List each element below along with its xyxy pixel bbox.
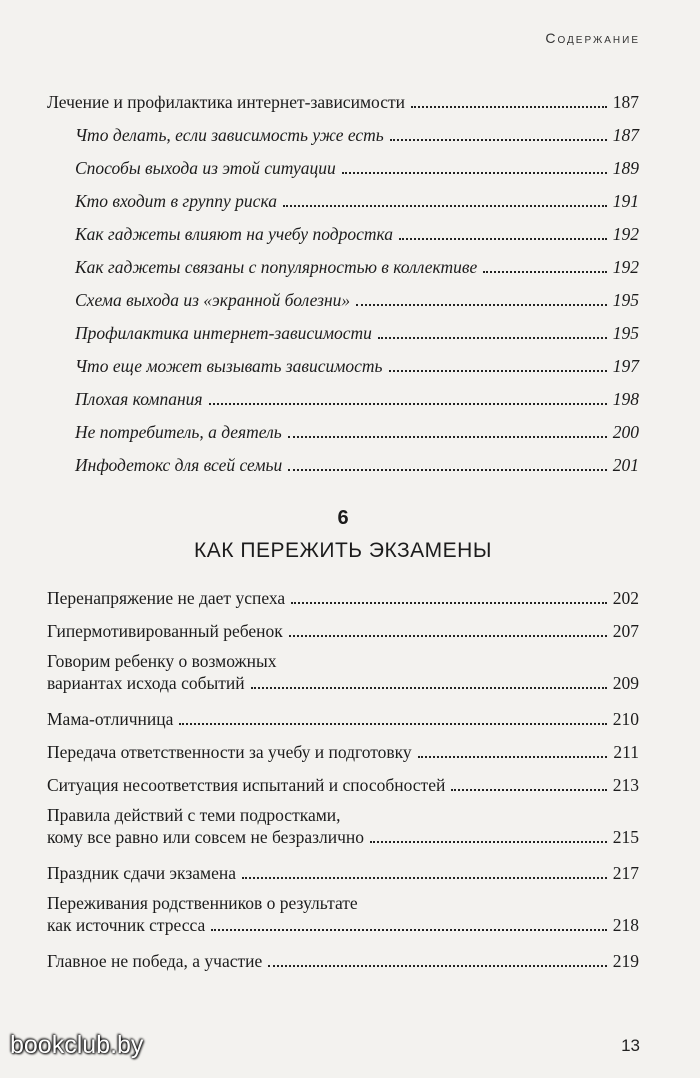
- dot-leader: [370, 841, 607, 843]
- toc-entry-page: 192: [612, 224, 639, 244]
- toc-entry-title: Перенапряжение не дает успеха: [47, 588, 286, 608]
- dot-leader: [288, 436, 607, 438]
- toc-entry: [47, 945, 639, 978]
- toc-subentry: [47, 416, 639, 449]
- dot-leader: [356, 304, 607, 306]
- toc-entry-page: 207: [612, 621, 639, 641]
- toc-entry-page: 217: [612, 863, 639, 883]
- toc-entry-title: как источник стресса: [47, 915, 206, 935]
- toc-entry-page: 198: [612, 389, 639, 409]
- toc-subentry: [47, 251, 639, 284]
- dot-leader: [389, 370, 607, 372]
- toc-subentry: [47, 152, 639, 185]
- toc-entry-page: 200: [612, 422, 639, 442]
- toc-entry-title: Схема выхода из «экранной болезни»: [75, 290, 351, 310]
- toc-entry: [47, 769, 639, 802]
- dot-leader: [283, 205, 607, 207]
- toc-entry-title: Кто входит в группу риска: [75, 191, 277, 211]
- toc-entry-title: Плохая компания: [75, 389, 203, 409]
- toc-entry-page: 213: [612, 775, 639, 795]
- toc-entry: [47, 890, 639, 945]
- dot-leader: [242, 877, 607, 879]
- toc-entry: [47, 615, 639, 648]
- toc-entry-title: Что еще может вызывать зависимость: [75, 356, 383, 376]
- toc-subentry: [47, 119, 639, 152]
- toc-entry: [47, 736, 639, 769]
- toc-subentry: [47, 185, 639, 218]
- dot-leader: [209, 403, 607, 405]
- dot-leader: [399, 238, 607, 240]
- toc-entry: [47, 703, 639, 736]
- toc-subentries: [47, 119, 639, 482]
- toc-entry-title: Что делать, если зависимость уже есть: [75, 125, 384, 145]
- toc-entry-title: Инфодетокс для всей семьи: [75, 455, 283, 475]
- running-header: Содержание: [545, 30, 640, 46]
- toc-entry-title: Главное не победа, а участие: [47, 951, 263, 971]
- toc-subentry: [47, 218, 639, 251]
- toc-entry-page: 215: [612, 827, 639, 847]
- toc-entry: [47, 802, 639, 857]
- dot-leader: [390, 139, 607, 141]
- toc-entry: [47, 582, 639, 615]
- toc-entry-page: 201: [612, 455, 639, 475]
- toc-entry-title: Способы выхода из этой ситуации: [75, 158, 336, 178]
- toc-subentry: [47, 449, 639, 482]
- toc-entry-title: Мама-отличница: [47, 709, 174, 729]
- dot-leader: [378, 337, 607, 339]
- toc-entry-title: Праздник сдачи экзамена: [47, 863, 236, 883]
- dot-leader: [411, 106, 607, 108]
- toc-entry-page: 219: [612, 951, 639, 971]
- dot-leader: [268, 965, 606, 967]
- page-number: 13: [621, 1036, 640, 1055]
- toc-entry-title: Гипермотивированный ребенок: [47, 621, 283, 641]
- toc-entry: [47, 857, 639, 890]
- toc-entry-title: Не потребитель, а деятель: [75, 422, 282, 442]
- dot-leader: [179, 723, 606, 725]
- toc-subentry: [47, 284, 639, 317]
- toc-entry-title: вариантах исхода событий: [47, 673, 245, 693]
- toc-entry-title: Профилактика интернет-зависимости: [75, 323, 372, 343]
- toc-subentry: [47, 317, 639, 350]
- toc-entry-page: 211: [613, 742, 639, 762]
- toc-entry-title-line1: Говорим ребенку о возможных: [47, 651, 277, 671]
- dot-leader: [418, 756, 607, 758]
- table-of-contents: [47, 86, 639, 978]
- toc-entry-page: 187: [612, 92, 639, 112]
- toc-subentry: [47, 350, 639, 383]
- toc-entry-page: 187: [612, 125, 639, 145]
- toc-entry-title: Лечение и профилактика интернет-зависимости: [47, 92, 405, 112]
- watermark: bookclub.by: [10, 1031, 144, 1059]
- toc-entry-title: Как гаджеты влияют на учебу подростка: [75, 224, 393, 244]
- dot-leader: [288, 469, 607, 471]
- toc-entry-page: 202: [612, 588, 639, 608]
- toc-entry-page: 197: [612, 356, 639, 376]
- toc-entry-page: 191: [612, 191, 639, 211]
- toc-entry-page: 192: [612, 257, 639, 277]
- dot-leader: [289, 635, 607, 637]
- toc-subentry: [47, 383, 639, 416]
- toc-entry-page: 195: [612, 323, 639, 343]
- toc-entry-title: Как гаджеты связаны с популярностью в коллективе: [75, 257, 478, 277]
- toc-entry-title-line1: Правила действий с теми подростками,: [47, 805, 341, 825]
- toc-entry-page: 218: [612, 915, 639, 935]
- dot-leader: [251, 687, 607, 689]
- dot-leader: [342, 172, 607, 174]
- toc-entry-page: 195: [612, 290, 639, 310]
- toc-main-entry: [47, 86, 639, 119]
- toc-entry-page: 209: [612, 673, 639, 693]
- toc-entry-page: 210: [612, 709, 639, 729]
- dot-leader: [451, 789, 606, 791]
- dot-leader: [211, 929, 607, 931]
- toc-entry-page: 189: [612, 158, 639, 178]
- dot-leader: [291, 602, 607, 604]
- toc-entry-title: кому все равно или совсем не безразлично: [47, 827, 365, 847]
- chapter-title: КАК ПЕРЕЖИТЬ ЭКЗАМЕНЫ: [194, 539, 492, 562]
- toc-entry: [47, 648, 639, 703]
- dot-leader: [483, 271, 606, 273]
- toc-entry-title: Передача ответственности за учебу и подготовку: [47, 742, 412, 762]
- toc-entry-title: Ситуация несоответствия испытаний и способностей: [47, 775, 446, 795]
- chapter-number: 6: [337, 507, 349, 529]
- toc-entry-title-line1: Переживания родственников о результате: [47, 893, 358, 913]
- chapter-entries: [47, 582, 639, 978]
